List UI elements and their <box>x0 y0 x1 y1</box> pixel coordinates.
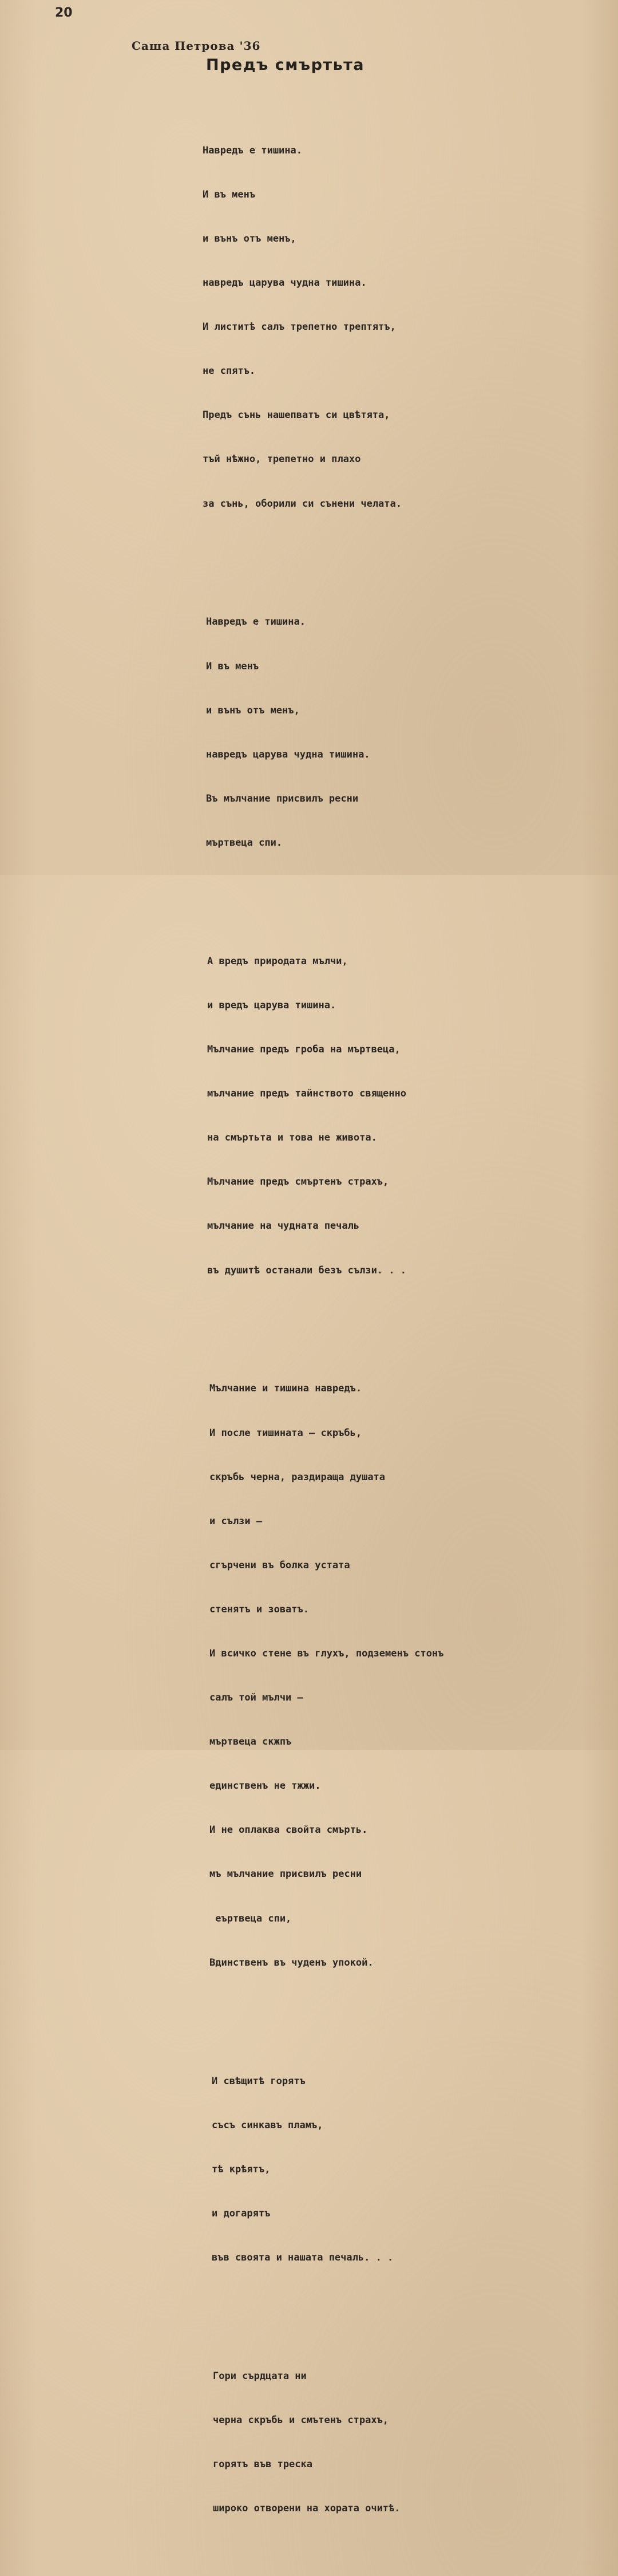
poem-line: мъртвеца скжпъ <box>209 1736 292 1748</box>
poem-line: Мълчание предъ гроба на мъртвеца, <box>207 1044 401 1056</box>
poem-line: на смъртьта и това не живота. <box>207 1132 377 1144</box>
stanza <box>203 114 546 541</box>
poem-line: Навредъ е тишина. <box>206 616 306 628</box>
stanza <box>213 2340 546 2546</box>
poem-line: А вредъ природата мълчи, <box>207 955 348 967</box>
stanza <box>212 2045 546 2295</box>
poem-line: навредъ царува чудна тишина. <box>206 748 370 760</box>
poem-line: за сънь, оборили си сънени челата. <box>203 498 402 510</box>
stanza <box>209 1352 546 2000</box>
poem-line: и вънъ отъ менъ, <box>203 233 296 244</box>
poem-line: Мълчание предъ смъртенъ страхъ, <box>207 1176 389 1188</box>
poem-line: тѣ крѣятъ, <box>212 2163 271 2175</box>
poem-line: салъ той мълчи — <box>209 1692 303 1704</box>
poem-line: И всичко стене въ глухъ, подземенъ стонъ <box>209 1647 444 1659</box>
poem-line: горятъ във треска <box>213 2459 312 2470</box>
poem-line: мълчание на чудната печаль <box>207 1220 360 1232</box>
poem-line: И въ менъ <box>203 188 256 200</box>
poem-line: съсъ синкавъ пламъ, <box>212 2119 323 2131</box>
poem-line: скръбь черна, раздираща душата <box>209 1471 386 1483</box>
poem-line: във своята и нашата печаль. . . <box>212 2251 394 2263</box>
poem-line: И въ менъ <box>206 660 259 672</box>
page-number: 20 <box>55 6 73 20</box>
stanza <box>206 586 546 880</box>
poem-line: черна скръбь и смътенъ страхъ, <box>213 2414 389 2426</box>
poem-line: Въ мълчание присвилъ ресни <box>206 792 359 804</box>
poem-line: сгърчени въ болка устата <box>209 1559 350 1571</box>
poem-line: не спятъ. <box>203 365 256 377</box>
poem-line: И не оплаква свойта смърть. <box>209 1824 368 1836</box>
poem-line: навредъ царува чудна тишина. <box>203 277 367 289</box>
poem-line: И листитѣ салъ трепетно трептятъ, <box>203 321 396 333</box>
poem-line: и вънъ отъ менъ, <box>206 704 300 716</box>
poem-line: еъртвеца спи, <box>209 1912 292 1924</box>
poem-line: въ душитѣ останали безъ сълзи. . . <box>207 1264 406 1276</box>
stanza <box>207 925 546 1307</box>
poem-line: мъртвеца спи. <box>206 837 283 849</box>
poem-line: Гори сърдцата ни <box>213 2370 307 2382</box>
poem-line: широко отворени на хората очитѣ. <box>213 2503 401 2515</box>
poem-line: Предъ сънь нашепватъ си цвѣтята, <box>203 409 390 421</box>
poem-line: единственъ не тжжи. <box>209 1780 321 1792</box>
poem-line: и сълзи — <box>209 1515 263 1527</box>
poem-line: тъй нѣжно, трепетно и плахо <box>203 453 361 466</box>
poem-line: Мълчание и тишина навредъ. <box>209 1383 362 1395</box>
poem-line: И свѣщитѣ горятъ <box>212 2075 306 2087</box>
poem-line: и вредъ царува тишина. <box>207 999 336 1011</box>
poem-line: и догарятъ <box>212 2207 271 2219</box>
poem-body <box>203 85 546 2576</box>
poem-line: мълчание предъ тайнството священно <box>207 1088 406 1100</box>
poem-line: мъ мълчание присвилъ ресни <box>209 1868 362 1880</box>
poem-line: Навредъ е тишина. <box>203 144 302 156</box>
poem-line: стенятъ и зоватъ. <box>209 1603 309 1615</box>
poem-title: Предъ смъртьта <box>206 56 365 74</box>
poem-line: И после тишината — скръбь, <box>209 1427 362 1439</box>
poem-line: Вдинственъ въ чуденъ упокой. <box>209 1956 374 1969</box>
author-name: Саша Петрова '36 <box>132 39 261 53</box>
